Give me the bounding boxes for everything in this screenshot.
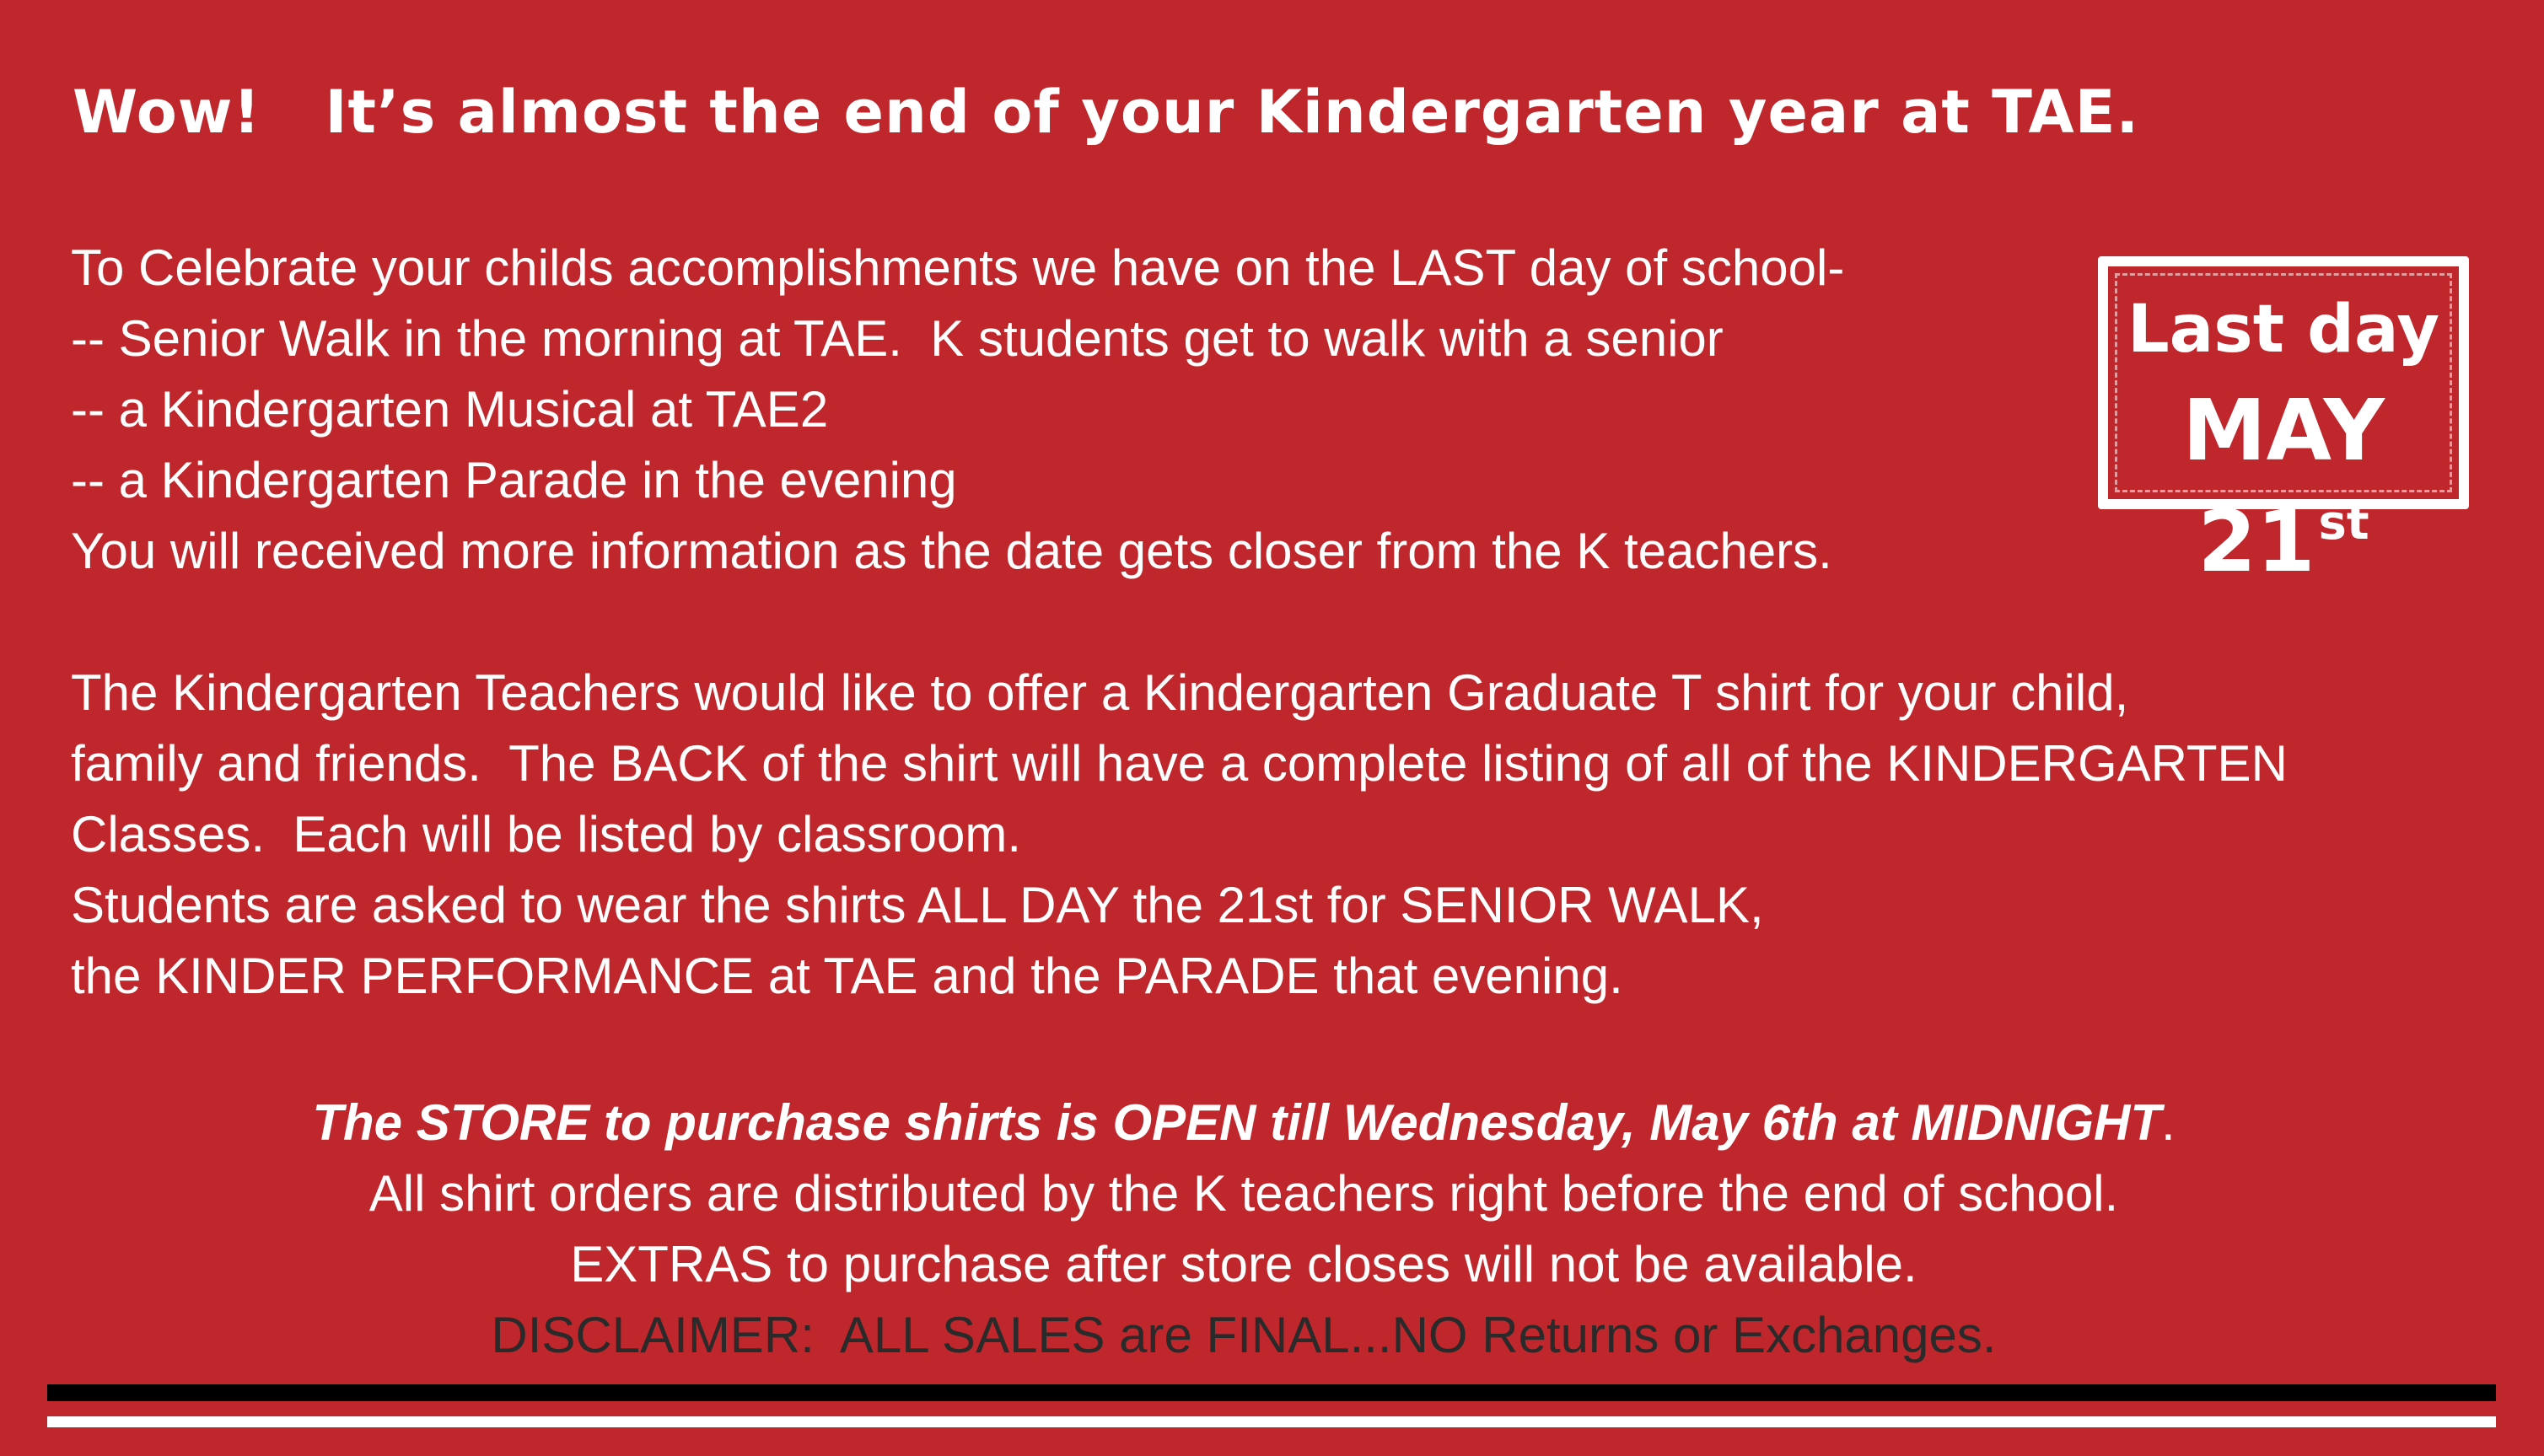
intro-line: -- Senior Walk in the morning at TAE. K students get to walk with a senior: [71, 310, 1724, 367]
stamp-date-suffix: st: [2318, 496, 2369, 551]
intro-paragraph: [71, 233, 1844, 587]
stamp-date: [2108, 381, 2459, 591]
divider-dark: [47, 1384, 2496, 1401]
shirt-line: The Kindergarten Teachers would like to offer a Kindergarten Graduate T shirt for your child,: [71, 664, 2129, 721]
last-day-stamp: [2098, 256, 2469, 591]
store-deadline: [0, 1088, 2488, 1158]
stamp-date-text: MAY 21: [2182, 381, 2385, 591]
store-distribution: All shirt orders are distributed by the K teachers right before the end of school.: [368, 1165, 2119, 1222]
disclaimer: DISCLAIMER: ALL SALES are FINAL...NO Returns or Exchanges.: [491, 1307, 1997, 1363]
intro-line: To Celebrate your childs accomplishments we have on the LAST day of school-: [71, 239, 1845, 296]
store-notice: [0, 1088, 2488, 1371]
shirt-paragraph: [71, 658, 2288, 1012]
intro-line: You will received more information as the date gets closer from the K teachers.: [71, 523, 1832, 579]
intro-line: -- a Kindergarten Parade in the evening: [71, 452, 957, 508]
divider-light: [47, 1416, 2496, 1427]
store-deadline-period: .: [2161, 1094, 2176, 1151]
shirt-line: the KINDER PERFORMANCE at TAE and the PARADE that evening.: [71, 948, 1623, 1004]
shirt-line: family and friends. The BACK of the shirt will have a complete listing of all of the KINDERGARTEN: [71, 735, 2288, 792]
store-extras: EXTRAS to purchase after store closes will not be available.: [570, 1236, 1917, 1292]
store-deadline-text: The STORE to purchase shirts is OPEN till Wednesday, May 6th at MIDNIGHT: [312, 1094, 2161, 1151]
headline: Wow! It’s almost the end of your Kindergarten year at TAE.: [73, 78, 2140, 147]
intro-line: -- a Kindergarten Musical at TAE2: [71, 381, 829, 438]
stamp-label: Last day: [2127, 292, 2440, 368]
shirt-line: Classes. Each will be listed by classroom.: [71, 806, 1022, 862]
shirt-line: Students are asked to wear the shirts ALL DAY the 21st for SENIOR WALK,: [71, 877, 1764, 933]
